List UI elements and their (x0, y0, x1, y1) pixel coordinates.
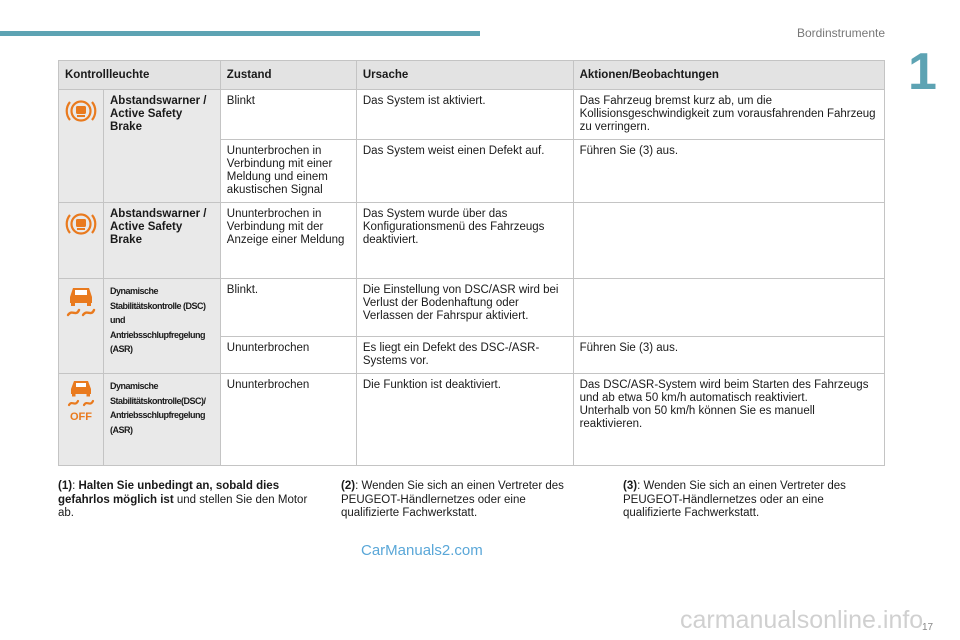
table-header-row (59, 61, 885, 90)
header-ursache: Ursache (356, 61, 573, 90)
table-row (59, 374, 885, 466)
aktion-cell: Das DSC/ASR-System wird beim Starten des Fahrzeugs und ab etwa 50 km/h automatisch reaktiviert. Unterhalb von 50 km/h können Sie es manuell reaktivieren. (573, 374, 884, 466)
table-row (59, 90, 885, 140)
header-zustand: Zustand (220, 61, 356, 90)
footnote-2 (341, 480, 581, 521)
ursache-cell: Das System weist einen Defekt auf. (356, 140, 573, 203)
active-safety-brake-icon (65, 208, 97, 240)
aktion-cell: Das Fahrzeug bremst kurz ab, um die Kollisionsgeschwindigkeit zum vorausfahrenden Fahrzeug zu verringern. (573, 90, 884, 140)
aktion-cell: Führen Sie (3) aus. (573, 140, 884, 203)
page-number: 17 (922, 622, 934, 633)
footnote-ref: (1) (58, 480, 73, 492)
icon-cell (59, 203, 104, 279)
icon-cell (59, 279, 104, 374)
zustand-cell: Ununterbrochen (220, 337, 356, 374)
zustand-cell: Ununterbrochen in Verbindung mit einer Meldung und einem akustischen Signal (220, 140, 356, 203)
header-kontrollleuchte: Kontrollleuchte (59, 61, 221, 90)
ursache-cell: Das System wurde über das Konfigurationsmenü des Fahrzeugs deaktiviert. (356, 203, 573, 279)
icon-cell (59, 374, 104, 466)
footnote-ref: (3) (623, 480, 638, 492)
warning-lights-table (58, 60, 885, 466)
footnote-text: : Wenden Sie sich an einen Vertreter des PEUGEOT-Händlernetzes oder eine qualifizierte Fachwerkstatt. (341, 480, 564, 519)
icon-cell (59, 90, 104, 203)
light-name: Dynamische Stabilitätskontrolle(DSC)/ Antriebsschlupfregelung (ASR) (104, 374, 221, 466)
ursache-cell: Die Einstellung von DSC/ASR wird bei Verlust der Bodenhaftung oder Verlassen der Fahrspur aktiviert. (356, 279, 573, 337)
light-name: Abstandswarner / Active Safety Brake (104, 203, 221, 279)
header-accent-bar (0, 31, 480, 36)
aktion-cell (573, 279, 884, 337)
chapter-number: 1 (908, 43, 937, 101)
footnote-ref: (2) (341, 480, 356, 492)
table-row (59, 279, 885, 337)
zustand-cell: Blinkt. (220, 279, 356, 337)
section-title: Bordinstrumente (796, 26, 885, 40)
header-aktionen: Aktionen/Beobachtungen (573, 61, 884, 90)
light-name: Abstandswarner / Active Safety Brake (104, 90, 221, 203)
zustand-cell: Ununterbrochen in Verbindung mit der Anzeige einer Meldung (220, 203, 356, 279)
active-safety-brake-icon (65, 95, 97, 127)
ursache-cell: Es liegt ein Defekt des DSC-/ASR-Systems vor. (356, 337, 573, 374)
light-name: Dynamische Stabilitätskontrolle (DSC) und Antriebsschlupfregelung (ASR) (104, 279, 221, 374)
aktion-cell: Führen Sie (3) aus. (573, 337, 884, 374)
zustand-cell: Blinkt (220, 90, 356, 140)
watermark-carmanuals2[interactable]: CarManuals2.com (361, 542, 483, 559)
zustand-cell: Ununterbrochen (220, 374, 356, 466)
watermark-carmanualsonline: carmanualsonline.info (680, 606, 924, 634)
footnote-1: (1): Halten Sie unbedingt an, sobald dies gefahrlos möglich ist und stellen Sie den Motor ab. (58, 480, 308, 519)
dsc-asr-off-icon (65, 379, 97, 423)
footnote-text: : Wenden Sie sich an einen Vertreter des PEUGEOT-Händlernetzes oder an eine qualifizierte Fachwerkstatt. (623, 480, 846, 519)
ursache-cell: Die Funktion ist deaktiviert. (356, 374, 573, 466)
footnote-bold-text: Halten Sie unbedingt an, sobald dies gefahrlos möglich ist (58, 480, 280, 506)
footnote-text: und stellen Sie den Motor ab. (58, 493, 308, 519)
dsc-asr-icon (65, 284, 97, 318)
aktion-cell (573, 203, 884, 279)
footnote-3 (623, 480, 873, 521)
table-row (59, 203, 885, 279)
off-label: OFF (70, 411, 92, 423)
ursache-cell: Das System ist aktiviert. (356, 90, 573, 140)
